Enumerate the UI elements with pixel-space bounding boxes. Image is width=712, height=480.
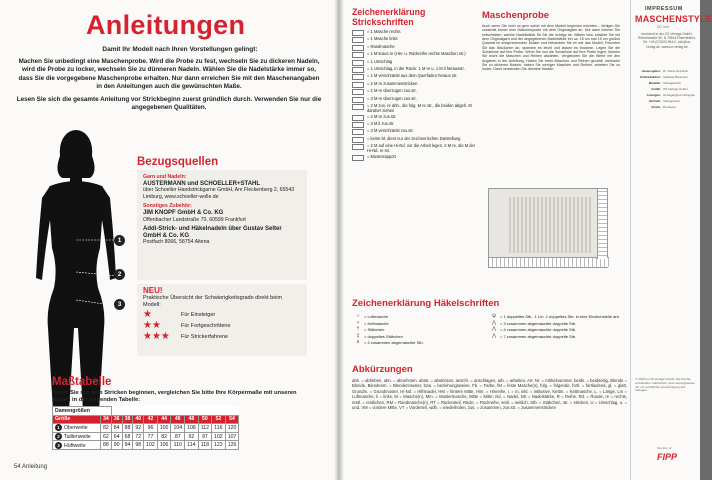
legend-item <box>352 122 480 128</box>
impressum-footer: © 2020 by OZ Verlags GmbH. Alle Rechte vorbehalten. Nachdruck, auch auszugsweise, nur mit schriftlicher Genehmigung des Verlages. <box>635 377 696 393</box>
legend-item <box>488 327 626 332</box>
legend-item <box>352 45 480 51</box>
crochet-symbol-icon: † <box>356 326 360 333</box>
size-value-cell: 110 <box>171 441 185 450</box>
size-value-cell: 106 <box>157 441 171 450</box>
publisher-address: erscheint in der OZ Verlags GmbH, Römerstraße 90, D-79618 Rheinfelden, Tel. +49 (0)7623 964-0, info@oz-verlag.de, www.oz-verlag.de <box>638 32 696 49</box>
size-row-label <box>53 424 101 433</box>
row-marker: 3 <box>55 442 62 449</box>
legend-item <box>488 334 626 339</box>
size-value-cell: 104 <box>171 424 185 433</box>
size-value-cell: 107 <box>225 432 239 441</box>
legend-text: = 4 zusammen abgemaschte doppelte Stb. <box>500 327 577 333</box>
size-value-cell: 92 <box>185 432 199 441</box>
supplier-address-3: Postfach 8066, 58754 Altena <box>143 239 210 246</box>
abkuerzungen-heading: Abkürzungen <box>352 364 413 375</box>
knit-symbol-icon <box>352 155 364 161</box>
crochet-symbol-icon: ⋀ <box>491 326 497 333</box>
size-value-cell: 90 <box>111 441 122 450</box>
difficulty-row-1 <box>143 309 301 321</box>
size-header-cell: 38 <box>122 415 133 424</box>
knit-symbol-icon <box>352 30 364 36</box>
legend-item <box>352 155 480 161</box>
legend-text: = keine M, dient nur der zeichnerischen Darstellung <box>367 135 461 141</box>
knit-symbol-icon <box>352 45 364 51</box>
haekelschriften-heading: Zeichenerklärung Häkelschriften <box>352 298 500 309</box>
impressum-credits <box>635 70 697 112</box>
intro-text <box>16 58 322 118</box>
legend-item <box>352 129 480 135</box>
credit-key: Anzeigen: <box>646 92 661 97</box>
legend-item <box>352 67 480 73</box>
row-label-text: Hüftweite <box>64 442 86 449</box>
size-value-cell: 112 <box>198 424 211 433</box>
size-value-cell: 122 <box>212 441 226 450</box>
legend-text: = 2 zusammen abgemaschte Stb. <box>364 340 424 346</box>
crochet-symbol-icon: ○ <box>356 313 360 319</box>
legend-text: = Kettmasche <box>364 320 389 326</box>
row-marker: 2 <box>55 433 62 440</box>
size-value-cell: 108 <box>185 424 199 433</box>
size-value-cell: 87 <box>171 432 185 441</box>
legend-item <box>352 314 432 319</box>
difficulty-label: Für Einsteiger <box>181 312 216 319</box>
neu-text: Praktische Übersicht der Schwierigkeitsgrade direkt beim Modell: <box>143 294 283 308</box>
credit-row <box>635 106 697 110</box>
size-value-cell: 97 <box>198 432 211 441</box>
left-page <box>0 0 338 480</box>
crochet-symbol-icon: ⋀ <box>491 319 497 326</box>
masstabelle-heading: Maßtabelle <box>52 376 112 388</box>
size-value-cell: 114 <box>185 441 199 450</box>
supplier-address-1: über Schoeller Handstrickgarne GmbH, Am Fleckenberg 2, 65543 Limburg, www.schoeller-wolle.de <box>143 187 295 200</box>
page-number: 54 Anleitung <box>14 464 48 470</box>
crochet-symbol-icon: ‡ <box>356 332 360 339</box>
size-value-cell: 96 <box>144 424 158 433</box>
haekel-legend-col-1 <box>352 314 432 347</box>
legend-text: = 2 M zus. re abh., die folg. M re str., die beiden abgeh. M darüber ziehen <box>367 102 472 113</box>
star-icon: ★★ <box>143 320 161 332</box>
credit-key: Chefredaktion: <box>639 74 661 79</box>
legend-item <box>352 74 480 80</box>
size-table-header <box>53 415 239 424</box>
size-header-cell: 50 <box>198 415 211 424</box>
ruler-vertical <box>597 189 607 259</box>
difficulty-label: Für Strickerfahrene <box>181 333 229 340</box>
credit-value: Druckerei <box>663 104 676 109</box>
knit-symbol-icon <box>352 89 364 95</box>
fipp-logo: FIPP <box>657 452 678 462</box>
legend-text: = 2 M re überzogen zus.str. <box>367 88 417 94</box>
difficulty-row-3 <box>143 330 301 342</box>
size-table-row <box>53 424 239 433</box>
credit-key: Modelle: <box>648 80 661 85</box>
knit-symbol-icon <box>352 37 364 43</box>
size-value-cell: 100 <box>157 424 171 433</box>
size-value-cell: 94 <box>122 441 133 450</box>
neu-heading: NEU! <box>143 286 163 295</box>
size-value-cell: 102 <box>212 432 226 441</box>
size-header-cell: 54 <box>225 415 239 424</box>
page-title: Anleitungen <box>86 10 246 40</box>
size-value-cell: 116 <box>212 424 226 433</box>
legend-item <box>352 144 480 153</box>
size-value-cell: 84 <box>111 424 122 433</box>
knit-symbol-icon <box>352 144 364 150</box>
crochet-symbol-icon: ψ <box>492 313 496 319</box>
legend-text: = 1 M kraus re (Hin- u. Rückreihe rechte Maschen str.) <box>367 51 466 57</box>
size-table <box>52 406 239 450</box>
knit-sample <box>509 197 593 253</box>
marker-2: 2 <box>114 269 125 280</box>
crochet-symbol-icon: • <box>357 319 359 326</box>
legend-text: = Musterrapport <box>367 154 397 160</box>
legend-text: = 3 zusammen abgemaschte doppelte Stb. <box>500 320 577 326</box>
credit-key: Grafik: <box>651 86 661 91</box>
right-page <box>338 0 712 480</box>
marker-3: 3 <box>114 299 125 310</box>
size-value-cell: 88 <box>122 424 133 433</box>
knit-symbol-icon <box>352 74 364 80</box>
difficulty-box <box>137 284 307 356</box>
size-value-cell: 126 <box>225 441 239 450</box>
legend-text: = 3 M re überzogen zus.str. <box>367 95 417 101</box>
legend-item <box>352 104 480 113</box>
knit-symbol-icon <box>352 52 364 58</box>
impressum-heading: IMPRESSUM <box>645 6 683 12</box>
size-value-cell: 68 <box>122 432 133 441</box>
credit-row <box>635 94 697 98</box>
legend-item <box>352 115 480 121</box>
size-value-cell: 62 <box>101 432 112 441</box>
size-header-label: Größe <box>53 415 101 424</box>
gauge-swatch-illustration <box>488 188 608 268</box>
abkuerzungen-text: abh. = abheben, abn. = abnehmen, abstr. = abstricken, anschl. = anschlagen, arb. = arbeiten, Art. Nr. = Artikelnummer, beids. = beidseitig, Blende = Blende, Blendenm. = Blendenmuster, bzw. = beziehungsweise, Fb. = Farbe, fM = feste Masche(n), folg. = folgende, fortl. = fortlaufend, gl. = glatt, Grundm. = Grundmuster, Hi-Nd. = Hilfsnadel, HM = hintere Mitte, Hinr. = Hinreihe, i. = in, inkl. = inklusive, Kettm. = Kettmasche, L. = Länge, Lm = Luftmasche, li = links, M = Masche(n), Mm. = Mustermasche, Mitte = Mitte, Nd. = Nadel, NS = Nadelstärke, R = Reihe, Rd. = Runde, re = rechts, restl. = restlichen, RM = Randmasche(n), RT = Rückenteil, Rückr. = Rückreihe, seitl. = seitlich, Stb. = Stäbchen, str. = stricken, U = Umschlag, u. = und, VM = vordere Mitte, VT = Vorderteil, wdh. = wiederholen, zus. = zusammen, zus.str. = zusammenstricken <box>352 378 627 411</box>
magazine-logo: MASCHENSTYLE <box>635 14 712 24</box>
legend-text: = 1 Masche rechts <box>367 29 401 34</box>
credit-key: Herausgeber: <box>641 69 661 73</box>
fipp-label: Member of <box>657 446 672 450</box>
knit-symbol-icon <box>352 129 364 135</box>
size-header-cell: 34 <box>101 415 112 424</box>
legend-item <box>352 340 432 345</box>
legend-item <box>352 89 480 95</box>
size-value-cell: 102 <box>144 441 158 450</box>
legend-text: = 2 M auf eine Hi-Nd. vor die Arbeit legen, 2 M re, die M der Hi-Nd. re str. <box>367 143 476 153</box>
knit-symbol-icon <box>352 82 364 88</box>
size-header-cell: 46 <box>171 415 185 424</box>
supplier-label-1: Garn und Nadeln: <box>143 174 187 180</box>
size-value-cell: 64 <box>111 432 122 441</box>
masstabelle-text: Bevor Sie mit dem Stricken beginnen, vergleichen Sie bitte Ihre Körpermaße mit unseren Maßen in der folgenden Tabelle: <box>52 390 297 404</box>
size-value-cell: 98 <box>133 441 144 450</box>
legend-text: = 1 doppeltes Stb., 1 Lm, 1 doppeltes Stb. in eine Einstichstelle arb. <box>500 314 620 319</box>
legend-item <box>352 30 480 36</box>
crochet-symbol-icon: ⋀ <box>491 332 497 339</box>
legend-item <box>352 60 480 66</box>
difficulty-label: Für Fortgeschrittene <box>181 323 231 330</box>
legend-item <box>352 321 432 326</box>
legend-text: = Stäbchen <box>364 327 385 333</box>
ruler-horizontal <box>489 257 609 267</box>
strickschriften-legend <box>352 30 480 162</box>
supplier-company-3: Addi-Strick- und Häkelnadeln über Gustav Selter GmbH & Co. KG <box>143 226 282 239</box>
size-row-label <box>53 441 101 450</box>
size-value-cell: 120 <box>225 424 239 433</box>
size-header-cell: 40 <box>133 415 144 424</box>
credit-row <box>635 70 697 74</box>
size-value-cell: 82 <box>157 432 171 441</box>
legend-item <box>352 52 480 58</box>
bezugsquellen-box <box>137 170 307 280</box>
credit-row <box>635 76 697 80</box>
legend-item <box>352 37 480 43</box>
legend-text: = 1 Umschlag, in der Rückr. 1 M re u. 1 M li herausstr. <box>367 65 465 71</box>
legend-item <box>352 82 480 88</box>
legend-item <box>352 97 480 103</box>
row-label-text: Taillenweite <box>64 434 91 441</box>
size-header-cell: 48 <box>185 415 199 424</box>
size-value-cell: 88 <box>101 441 112 450</box>
credit-row <box>635 88 697 92</box>
size-value-cell: 92 <box>133 424 144 433</box>
credit-value: Gabriele Baumann <box>663 74 689 79</box>
knit-symbol-icon <box>352 67 364 73</box>
size-value-cell: 82 <box>101 424 112 433</box>
credit-value: OZ Verlags GmbH <box>663 86 688 91</box>
knit-symbol-icon <box>352 60 364 66</box>
page-subtitle: Damit Ihr Modell nach Ihren Vorstellungen gelingt: <box>102 46 258 53</box>
knit-symbol-icon <box>352 97 364 103</box>
credit-value: Verlagsunion <box>663 98 681 103</box>
haekel-legend-col-2 <box>488 314 626 340</box>
legend-text: = 7 zusammen abgemaschte doppelte Stb. <box>500 333 577 339</box>
credit-key: Druck: <box>651 104 661 109</box>
legend-item <box>352 327 432 332</box>
legend-text: = 1 Umschlag <box>367 58 393 64</box>
knit-symbol-icon <box>352 115 364 121</box>
maschenprobe-heading: Maschenprobe <box>482 10 550 21</box>
credit-row <box>635 82 697 86</box>
size-value-cell: 77 <box>144 432 158 441</box>
row-label-text: Oberweite <box>64 425 88 432</box>
impressum-column <box>630 0 712 480</box>
knit-symbol-icon <box>352 122 364 128</box>
size-header-cell: 44 <box>157 415 171 424</box>
legend-item <box>352 334 432 339</box>
legend-text: = doppeltes Stäbchen <box>364 333 403 339</box>
supplier-label-2: Sonstiges Zubehör: <box>143 203 192 210</box>
legend-item <box>488 321 626 326</box>
star-icon: ★★★ <box>143 330 170 342</box>
star-icon: ★ <box>143 309 152 321</box>
legend-text: = 1 M verschränkt aus dem Querfaden heraus str. <box>367 73 458 79</box>
bezugsquellen-heading: Bezugsquellen <box>137 156 219 168</box>
intro-paragraph-1: Machen Sie unbedingt eine Maschenprobe. Wird die Probe zu fest, wechseln Sie zu dickeren Nadeln, wird die Probe zu locker, wechseln Sie zu dünneren Nadeln. Wählen Sie die Nadelstärke immer so, dass Sie die vorgegebene Maschenprobe erhalten. Nur dann erreichen Sie mit den Maschenangaben in den Anleitungen auch die gewünschten Maße. <box>18 58 320 90</box>
logo-subtitle: DC Ihre <box>657 25 670 29</box>
supplier-address-2: Offenbacher Landstraße 70, 60599 Frankfurt <box>143 216 246 223</box>
credit-key: Vertrieb: <box>648 98 661 103</box>
size-table-row <box>53 441 239 450</box>
legend-text: = 3 M verschränkt zus.str. <box>367 128 414 134</box>
intro-paragraph-2: Lesen Sie sich die gesamte Anleitung vor Strickbeginn zuerst gründlich durch. Verwenden Sie nur die angegebenen Qualitäten. <box>16 96 322 112</box>
maschenprobe-text: Auch wenn Sie noch so gern sofort mit dem Modell beginnen möchten – fertigen Sie zunächst immer eine Maschenprobe mit dem Originalgarn an. Nur dann können Sie entscheiden, welche Nadelstärke für Sie die richtige ist. Häkeln bzw. stricken Sie mit dem Originalgarn und der angegebenen Nadelstärke ein ca. 15 cm mal 15 cm großes Quadrat im entsprechenden Muster und behandeln Sie es wie das Modell. Feuchten Sie das Stückchen an, spannen es leicht und lassen es trocknen. Legen Sie die Schablone auf Ihre Probe. Wenn Sie nun die Schablone auf Ihre Probe legen, können Sie leicht die Maschen und Reihen abzählen. Vergleichen Sie die Werte mit den Angaben in der Anleitung. Haben Sie mehr Maschen und Reihen gezählt, wechseln Sie zu dickeren Nadeln; haben Sie weniger Maschen und Reihen, arbeiten Sie zu locker. Dann verwenden Sie dünnere Nadeln. <box>482 24 620 72</box>
credit-value: anzeigen@oz-verlag.de <box>663 92 695 97</box>
crochet-symbol-icon: ∧ <box>356 339 360 346</box>
legend-text: = 4 M re zus.str. <box>367 113 397 119</box>
credit-value: Verlagsarchiv <box>663 80 682 85</box>
size-row-label <box>53 432 101 441</box>
legend-text: = 2 M re zusammenstricken <box>367 80 418 86</box>
row-marker: 1 <box>55 424 62 431</box>
marker-1: 1 <box>114 235 125 246</box>
knit-symbol-icon <box>352 137 364 143</box>
size-table-row <box>53 432 239 441</box>
legend-text: = 3 M li zus.str. <box>367 121 395 127</box>
size-header-cell: 52 <box>212 415 226 424</box>
legend-text: = 1 Masche links <box>367 36 398 42</box>
strickschriften-heading: Zeichenerklärung Strickschriften <box>352 7 426 27</box>
legend-item <box>488 314 626 319</box>
knit-symbol-icon <box>352 104 364 110</box>
difficulty-row-2 <box>143 320 301 332</box>
size-table-caption: Damengrößen <box>53 407 112 416</box>
legend-text: = Luftmasche <box>364 314 389 319</box>
size-value-cell: 72 <box>133 432 144 441</box>
page-gutter <box>334 0 344 480</box>
size-value-cell: 118 <box>198 441 211 450</box>
supplier-company-2: JIM KNOPF GmbH & Co. KG <box>143 209 224 216</box>
credit-value: Dr. Klaus Gramlich <box>663 69 689 73</box>
supplier-company-1: AUSTERMANN und SCHOELLER+STAHL <box>143 180 261 187</box>
size-header-cell: 36 <box>111 415 122 424</box>
size-header-cell: 42 <box>144 415 158 424</box>
credit-row <box>635 100 697 104</box>
legend-text: = Randmasche <box>367 43 395 49</box>
legend-item <box>352 137 480 143</box>
